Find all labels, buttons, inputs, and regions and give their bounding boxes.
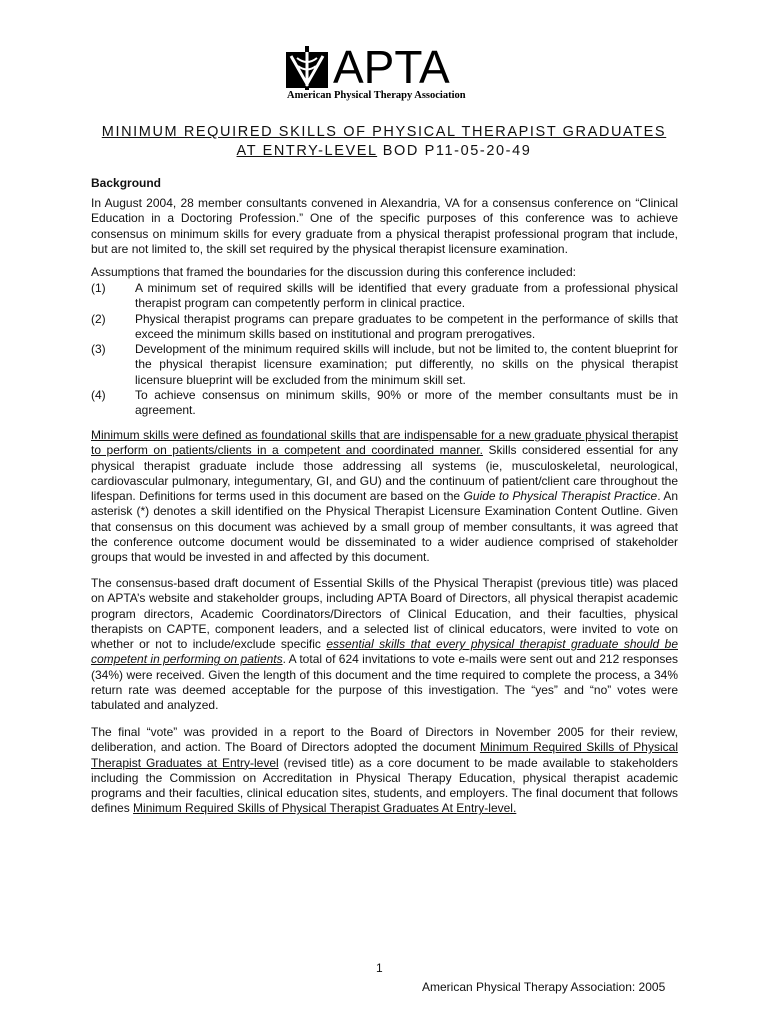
title-bod-code: BOD P11-05-20-49: [377, 143, 532, 159]
paragraph-consensus-draft: [91, 576, 678, 714]
paragraph-minimum-skills: [91, 428, 678, 566]
list-item-number: (4): [91, 388, 106, 403]
page-number: 1: [376, 961, 383, 975]
list-item: [91, 342, 678, 388]
document-title-reference: Minimum Required Skills of Physical Therapist Graduates at Entry-level: [91, 740, 678, 770]
list-item: [91, 281, 678, 312]
paragraph-text: The final “vote” was provided in a report to the Board of Directors in November 2005 for their review, deliberation, and action. The Board of Directors adopted the document: [91, 725, 678, 755]
list-item-text: A minimum set of required skills will be identified that every graduate from a professional physical therapist program can competently perform in clinical practice.: [135, 281, 678, 311]
logo-wordmark: APTA: [333, 41, 450, 93]
caduceus-emblem-icon: [285, 46, 329, 90]
list-item-text: Physical therapist programs can prepare graduates to be competent in the performance of skills that exceed the minimum skills based on institutional and program prerogatives.: [135, 311, 678, 341]
paragraph-text: . A total of 624 invitations to vote e-mails were sent out and 212 responses (34%) were received. Given the length of this document and the time required to complete the process, a 34% return rate was deemed acceptable for the purpose of this investigation. The “yes” and “no” votes were tabulated and analyzed.: [91, 652, 678, 713]
paragraph-final-vote: [91, 725, 678, 817]
list-item: [91, 388, 678, 419]
apta-logo: [285, 41, 485, 106]
title-line-1: MINIMUM REQUIRED SKILLS OF PHYSICAL THERAPIST GRADUATES: [101, 124, 667, 140]
list-item-number: (2): [91, 311, 106, 326]
paragraph-text: Skills considered essential for any physical therapist graduate include those addressing all systems (ie, musculoskeletal, neurological, cardiovascular pulmonary, integumentary, GI, and GU) and the continuum of patient/client care throughout the lifespan. Definitions for terms used in this document are based on the: [91, 443, 678, 504]
paragraph-text: . An asterisk (*) denotes a skill identified on the Physical Therapist Licensure Examination Content Outline. Given that consensus on this document was achieved by a small group of member consultants, it was agreed that the conference outcome document would be disseminated to a wider audience comprised of stakeholder groups that would be invested in and affected by this document.: [91, 489, 678, 565]
title-line-2: [60, 142, 708, 161]
list-item-number: (3): [91, 342, 106, 357]
document-title-reference: Minimum Required Skills of Physical Therapist Graduates At Entry-level.: [133, 801, 517, 816]
page-footer: American Physical Therapy Association: 2005: [422, 980, 666, 994]
paragraph-intro: In August 2004, 28 member consultants convened in Alexandria, VA for a consensus conference on “Clinical Education in a Doctoring Profession.” One of the specific purposes of this conference was to achieve consensus on minimum skills for every graduate from a physical therapist professional program that include, but are not limited to, the skill set required by the physical therapist licensure examination.: [91, 196, 678, 256]
title-entry-level: AT ENTRY-LEVEL: [236, 143, 378, 159]
list-item: [91, 312, 678, 343]
guide-title: Guide to Physical Therapist Practice: [463, 489, 658, 504]
document-title: [60, 123, 708, 161]
list-item-text: Development of the minimum required skills will include, but not be limited to, the content blueprint for the physical therapist licensure examination; put differently, no skills on the physical therapist licensure blueprint will be excluded from the minimum skill set.: [135, 342, 678, 387]
essential-skills-phrase: essential skills that every physical therapist graduate should be competent in performing on patients: [91, 637, 678, 667]
assumptions-list: [91, 281, 678, 419]
paragraph-assumptions-intro: Assumptions that framed the boundaries for the discussion during this conference included:: [91, 265, 576, 279]
minimum-skills-definition: Minimum skills were defined as foundational skills that are indispensable for a new graduate physical therapist to perform on patients/clients in a competent and coordinated manner.: [91, 428, 678, 458]
list-item-text: To achieve consensus on minimum skills, 90% or more of the member consultants must be in agreement.: [135, 388, 678, 418]
paragraph-text: The consensus-based draft document of Essential Skills of the Physical Therapist (previous title) was placed on APTA’s website and stakeholder groups, including APTA Board of Directors, all physical therapist academic program directors, Academic Coordinators/Directors of Clinical Education, and their faculties, physical therapists on CAPTE, component leaders, and a selected list of clinical educators, were invited to vote on whether or not to include/exclude specific: [91, 576, 678, 652]
paragraph-text: (revised title) as a core document to be made available to stakeholders including the Commission on Accreditation in Physical Therapy Education, physical therapist academic programs and their faculties, clinical education sites, students, and employers. The final document that follows defines: [91, 755, 679, 816]
section-heading: Background: [91, 176, 162, 190]
list-item-number: (1): [91, 281, 106, 295]
logo-subtitle: American Physical Therapy Association: [287, 90, 466, 101]
